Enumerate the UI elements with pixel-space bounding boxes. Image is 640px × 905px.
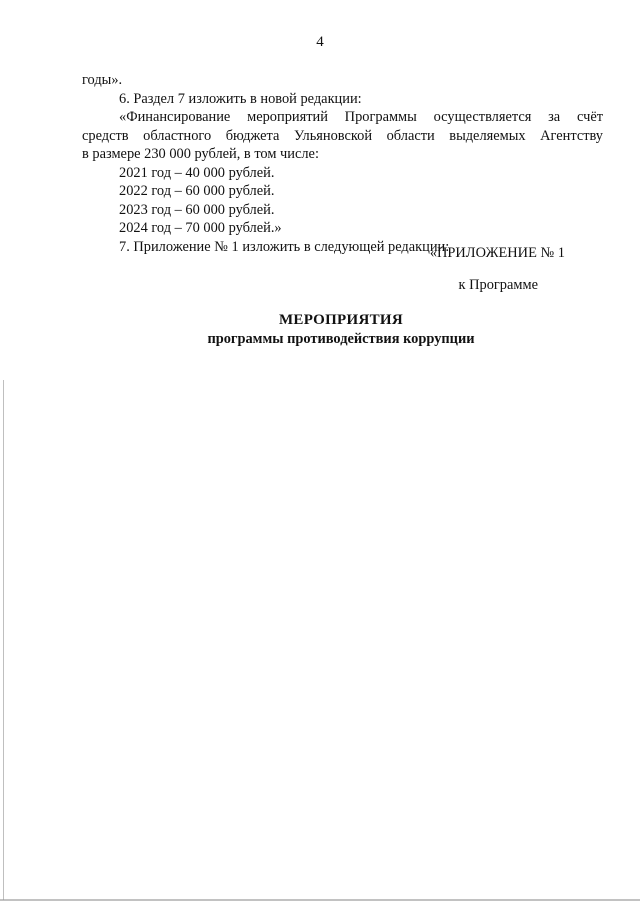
paragraph-years-end: годы». [82,72,123,88]
year-amount-line: 2023 год – 60 000 рублей. [119,201,275,218]
paragraph-funding-line-2: средств областного бюджета Ульяновской области выделяемых Агентству [82,127,603,144]
year-amount-line: 2024 год – 70 000 рублей.» [119,220,282,236]
scan-edge-left [3,380,4,900]
paragraph-item-7: 7. Приложение № 1 изложить в следующей редакции: [119,238,450,255]
year-amount-line: 2021 год – 40 000 рублей. [119,164,275,181]
year-amount-line: 2022 год – 60 000 рублей. [119,183,275,199]
paragraph-funding-line-1: «Финансирование мероприятий Программы осуществляется за счёт [119,109,603,125]
scan-edge-bottom [0,899,640,901]
section-subtitle: программы противодействия коррупции [207,331,475,347]
paragraph-item-6: 6. Раздел 7 изложить в новой редакции: [119,90,362,107]
document-body [82,71,603,256]
appendix-to-program: к Программе [458,277,538,293]
page-number: 4 [316,34,324,50]
paragraph-funding-line-3: в размере 230 000 рублей, в том числе: [82,146,319,162]
section-title: МЕРОПРИЯТИЯ [278,312,404,328]
appendix-label: «ПРИЛОЖЕНИЕ № 1 [429,245,565,261]
